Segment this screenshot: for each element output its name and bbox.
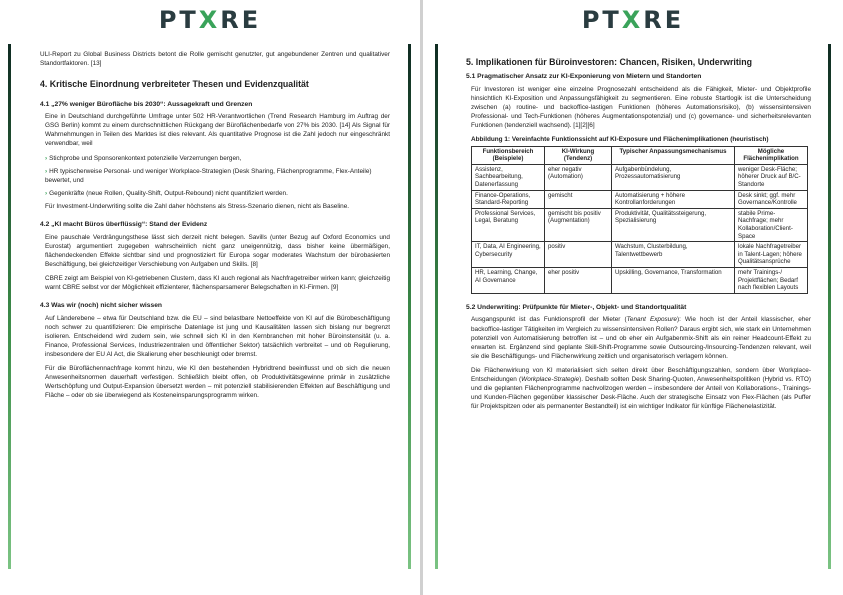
table-row — [472, 268, 808, 294]
figure-caption: Abbildung 1: Vereinfachte Funktionssicht auf KI-Exposure und Flächenimplikationen (heuristisch) — [471, 136, 769, 144]
section-4-1-paragraph: Eine in Deutschland durchgeführte Umfrage unter 502 HR-Verantwortlichen (Trend Research Hamburg im Auftrag der GSG Berlin) kommt zu einem durchschnittlichen Rückgang der Büroflächenbedarfe von 27% bis 2030. [14] Als Signal für Wahrnehmungen in Teilen des Marktes ist dies relevant. Als quantitative Prognose ist die Zahl jedoch nur eingeschränkt verwendbar, weil — [45, 113, 390, 148]
section-5-2-paragraph-1: Ausgangspunkt ist das Funktionsprofil der Mieter (Tenant Exposure): Wie hoch ist der Anteil klassischer, eher backoffice-lastiger Tätigkeiten im Vergleich zu wissensintensiven Rollen? Daraus ergibt sich, wie stark ein Unternehmen potenziell von Automatisierung betroffen ist – und ob eher ein Aufgabenmix-Shift als ein reiner Headcount-Effekt zu erwarten ist. Ergänzend sind geplante Skill-Shift-Programme sowie Outsourcing-/Insourcing-Tendenzen relevant, weil sie die Beschäftigungs- und Flächenwirkung zeitlich und organisatorisch verlagern können. — [471, 316, 811, 360]
table-cell: eher negativ (Automation) — [545, 164, 612, 190]
table-row — [472, 242, 808, 268]
section-5-2-heading: 5.2 Underwriting: Prüfpunkte für Mieter-, Objekt- und Standortqualität — [466, 303, 687, 311]
table-cell: Desk sinkt; ggf. mehr Governance/Kontrolle — [735, 190, 808, 208]
table-row — [472, 208, 808, 241]
section-5-1-heading: 5.1 Pragmatischer Ansatz zur KI-Exponierung von Mietern und Standorten — [466, 73, 702, 81]
page-right — [423, 0, 843, 595]
ptxre-logo: PTXRE — [158, 6, 262, 34]
table-cell: weniger Desk-Fläche; höherer Druck auf B/C-Standorte — [735, 164, 808, 190]
section-5-heading: 5. Implikationen für Büroinvestoren: Chancen, Risiken, Underwriting — [466, 57, 752, 67]
page-left-content — [40, 50, 390, 405]
table-cell: Assistenz, Sachbearbeitung, Datenerfassung — [472, 164, 545, 190]
table-header-row — [472, 146, 808, 164]
page-left — [0, 0, 420, 595]
bullet-item: › HR typischerweise Personal- und weniger Workplace-Strategien (Desk Sharing, Flächenprogramme, Flex-Anteile) bewertet, und — [45, 167, 372, 184]
table-cell: mehr Trainings-/ Projektflächen; Bedarf nach flexiblen Layouts — [735, 268, 808, 294]
table-cell: gemischt — [545, 190, 612, 208]
ptxre-logo: PTXRE — [581, 6, 685, 34]
table-row — [472, 164, 808, 190]
section-4-heading: 4. Kritische Einordnung verbreiteter Thesen und Evidenzqualität — [40, 79, 309, 90]
table-cell: Aufgabenbündelung, Prozessautomatisierung — [612, 164, 735, 190]
exposure-table — [471, 146, 808, 294]
left-accent-bar — [435, 44, 438, 569]
table-cell: Automatisierung + höhere Kontrollanforderungen — [612, 190, 735, 208]
table-cell: Upskilling, Governance, Transformation — [612, 268, 735, 294]
table-cell: HR, Learning, Change, AI Governance — [472, 268, 545, 294]
section-5-2-paragraph-2: Die Flächenwirkung von KI materialisiert sich selten direkt über Beschäftigungszahlen, sondern über Workplace-Entscheidungen (Workplace-Strategie). Deshalb sollten Desk Sharing-Quoten, Anwesenheitspolitiken (Hybrid vs. RTO) und die geplanten Flächenprogramme nachvollzogen werden – insbesondere der Anteil von Kollaborations-, Trainings- und Kunden-Flächen gegenüber klassischer Desk-Fläche. Auch der strategische Einsatz von Flex-Flächen (als Puffer für Projektspitzen oder als permanenter Bestandteil) ist ein wichtiger Indikator für künftige Flächenelastizität. — [471, 366, 811, 411]
bullet-item: › Stichprobe und Sponsorenkontext potenzielle Verzerrungen bergen, — [45, 154, 242, 162]
bullet-item: › Gegenkräfte (neue Rollen, Quality-Shift, Output-Rebound) nicht quantifiziert werden. — [45, 189, 288, 197]
table-cell: eher positiv — [545, 268, 612, 294]
section-5-1-paragraph: Für Investoren ist weniger eine einzelne Prognosezahl entscheidend als die Fähigkeit, Mieter- und Objektprofile hinsichtlich KI-Exposition und Anpassungsfähigkeit zu segmentieren. Eine robuste Startlogik ist die Unterscheidung zwischen (a) routine- und backoffice-lastigen Funktionen (höheres Automationsrisiko), (b) wissensintensiven Professional- und Tech-Funktionen (höheres Augmentationspotenzial) und (c) governance- und sicherheitsrelevanten Funktionen (tendenziell wachsend). [1][2][6] — [471, 86, 811, 130]
table-cell: lokale Nachfragetreiber in Talent-Lagen; höhere Qualitätsansprüche — [735, 242, 808, 268]
column-header: KI-Wirkung (Tendenz) — [545, 146, 612, 164]
column-header: Funktionsbereich (Beispiele) — [472, 146, 545, 164]
table-cell: Professional Services, Legal, Beratung — [472, 208, 545, 241]
section-4-3-paragraph-1: Auf Länderebene – etwa für Deutschland bzw. die EU – sind belastbare Nettoeffekte von KI auf die Bürobeschäftigung noch schwer zu quantifizieren: Die empirische Datenlage ist jung und Kausalitäten lassen sich bislang nur begrenzt isolieren. Entscheidend wird zudem sein, wie schnell sich KI in den Kernbranchen mit hoher Büroinstensität (u. a. Finance, Professional Services, Industriezentralen und öffentlicher Sektor) tatsächlich verbreitet – und ob Regulierung, insbesondere der EU AI Act, die Skalierung eher beschleunigt oder bremst. — [45, 314, 390, 358]
column-header: Mögliche Flächenimplikation — [735, 146, 808, 164]
right-accent-bar — [408, 44, 411, 569]
right-accent-bar — [828, 44, 831, 569]
bullet-marker-icon: › — [45, 167, 48, 175]
table-cell: Wachstum, Clusterbildung, Talentwettbewerb — [612, 242, 735, 268]
table-cell: Produktivität, Qualitätssteigerung, Spezialisierung — [612, 208, 735, 241]
section-4-2-heading: 4.2 „KI macht Büros überflüssig“: Stand der Evidenz — [40, 221, 208, 229]
bullet-marker-icon: › — [45, 154, 48, 162]
table-cell: positiv — [545, 242, 612, 268]
section-4-1-conclusion: Für Investment-Underwriting sollte die Zahl daher höchstens als Stress-Szenario dienen, nicht als Baseline. — [45, 202, 350, 210]
page-right-content — [466, 50, 811, 416]
section-4-2-paragraph-2: CBRE zeigt am Beispiel von KI-getriebenen Clustern, dass KI auch regional als Nachfragetreiber wirken kann; gleichzeitig warnt CBRE selbst vor der Möglichkeit effizienterer, flächensparsamerer Belegschaften in KI-Firmen. [9] — [45, 274, 390, 292]
bullet-marker-icon: › — [45, 189, 48, 197]
section-4-1-heading: 4.1 „27% weniger Bürofläche bis 2030“: Aussagekraft und Grenzen — [40, 100, 253, 108]
table-row — [472, 190, 808, 208]
table-cell: gemischt bis positiv (Augmentation) — [545, 208, 612, 241]
column-header: Typischer Anpassungsmechanismus — [612, 146, 735, 164]
section-4-2-paragraph-1: Eine pauschale Verdrängungsthese lässt sich derzeit nicht belegen. Savills (unter Bezug auf Oxford Economics und Eurostat) argumentiert zugegeben wahrscheinlich nicht ganz uneigennützig, dass bisher keine übermäßigen, flächendeckenden Effekte sichtbar sind und prognostiziert für Europa sogar moderates Wachstum der bürobasierten Beschäftigung, bei gleichzeitiger Verschiebung von Aufgaben und Skills. [8] — [45, 233, 390, 268]
section-4-3-paragraph-2: Für die Büroflächennachfrage kommt hinzu, wie KI den bestehenden Hybridtrend beeinflusst und ob sich die neuen Anwesenheitsnormen dauerhaft verfestigen. Schließlich bleibt offen, ob Produktivitätsgewinne primär in zusätzliche Wertschöpfung und Output-Expansion übersetzt werden – mit potenziell stabilisierenden Effekten auf Beschäftigung und Fläche – oder ob sie überwiegend als Kosteneinsparungsprogramm wirken. — [45, 365, 390, 400]
table-cell: stabile Prime-Nachfrage; mehr Kollaboration/Client-Space — [735, 208, 808, 241]
section-4-3-heading: 4.3 Was wir (noch) nicht sicher wissen — [40, 302, 163, 310]
intro-paragraph: ULI-Report zu Global Business Districts betont die Rolle gemischt genutzter, gut angebundener Zentren und qualitativer Standortfaktoren. [13] — [40, 51, 390, 68]
table-cell: IT, Data, AI Engineering, Cybersecurity — [472, 242, 545, 268]
left-accent-bar — [8, 44, 11, 569]
table-cell: Finance-Operations, Standard-Reporting — [472, 190, 545, 208]
